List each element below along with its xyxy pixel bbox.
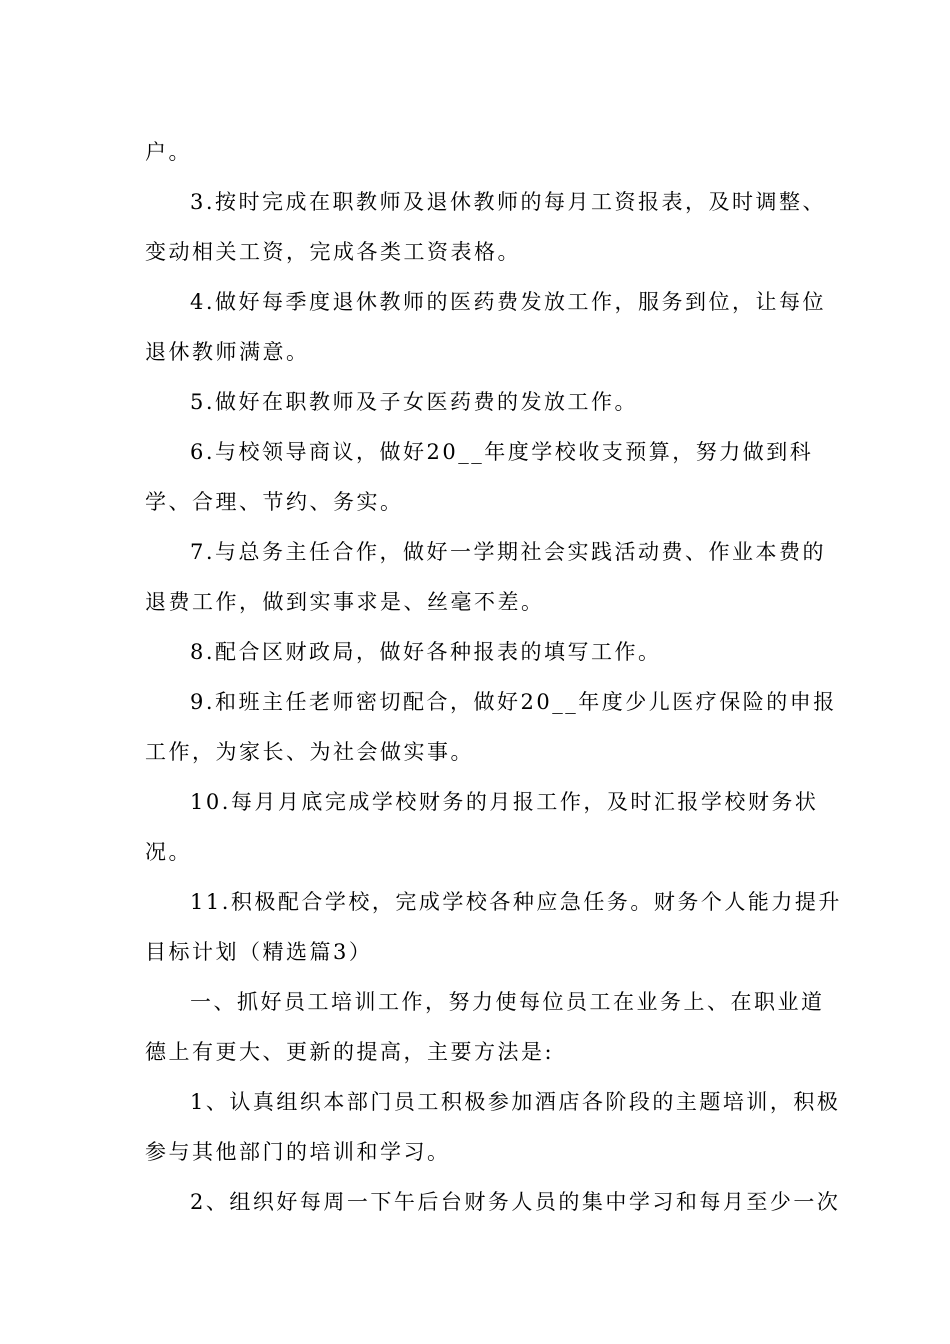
text-line: 户。 [145, 140, 192, 164]
text-line: 学、合理、节约、务实。 [145, 490, 404, 514]
text-line: 退费工作，做到实事求是、丝毫不差。 [145, 590, 545, 614]
text-line: 9.和班主任老师密切配合，做好20__年度少儿医疗保险的申报 [190, 690, 837, 714]
text-line: 德上有更大、更新的提高，主要方法是: [145, 1040, 555, 1064]
text-line: 5.做好在职教师及子女医药费的发放工作。 [190, 390, 639, 414]
text-line: 2、组织好每周一下午后台财务人员的集中学习和每月至少一次 [190, 1190, 841, 1214]
text-line: 目标计划（精选篇3） [145, 940, 373, 964]
text-line: 7.与总务主任合作，做好一学期社会实践活动费、作业本费的 [190, 540, 827, 564]
text-line: 1、认真组织本部门员工积极参加酒店各阶段的主题培训，积极 [190, 1090, 841, 1114]
text-line: 变动相关工资，完成各类工资表格。 [145, 240, 521, 264]
text-line: 10.每月月底完成学校财务的月报工作，及时汇报学校财务状 [190, 790, 819, 814]
text-line: 工作，为家长、为社会做实事。 [145, 740, 474, 764]
text-line: 参与其他部门的培训和学习。 [145, 1140, 451, 1164]
text-line: 11.积极配合学校，完成学校各种应急任务。财务个人能力提升 [190, 890, 842, 914]
text-line: 一、抓好员工培训工作，努力使每位员工在业务上、在职业道 [190, 990, 825, 1014]
text-line: 退休教师满意。 [145, 340, 310, 364]
text-line: 8.配合区财政局，做好各种报表的填写工作。 [190, 640, 662, 664]
text-line: 4.做好每季度退休教师的医药费发放工作，服务到位，让每位 [190, 290, 827, 314]
text-line: 3.按时完成在职教师及退休教师的每月工资报表，及时调整、 [190, 190, 827, 214]
text-line: 6.与校领导商议，做好20__年度学校收支预算，努力做到科 [190, 440, 814, 464]
text-line: 况。 [145, 840, 192, 864]
